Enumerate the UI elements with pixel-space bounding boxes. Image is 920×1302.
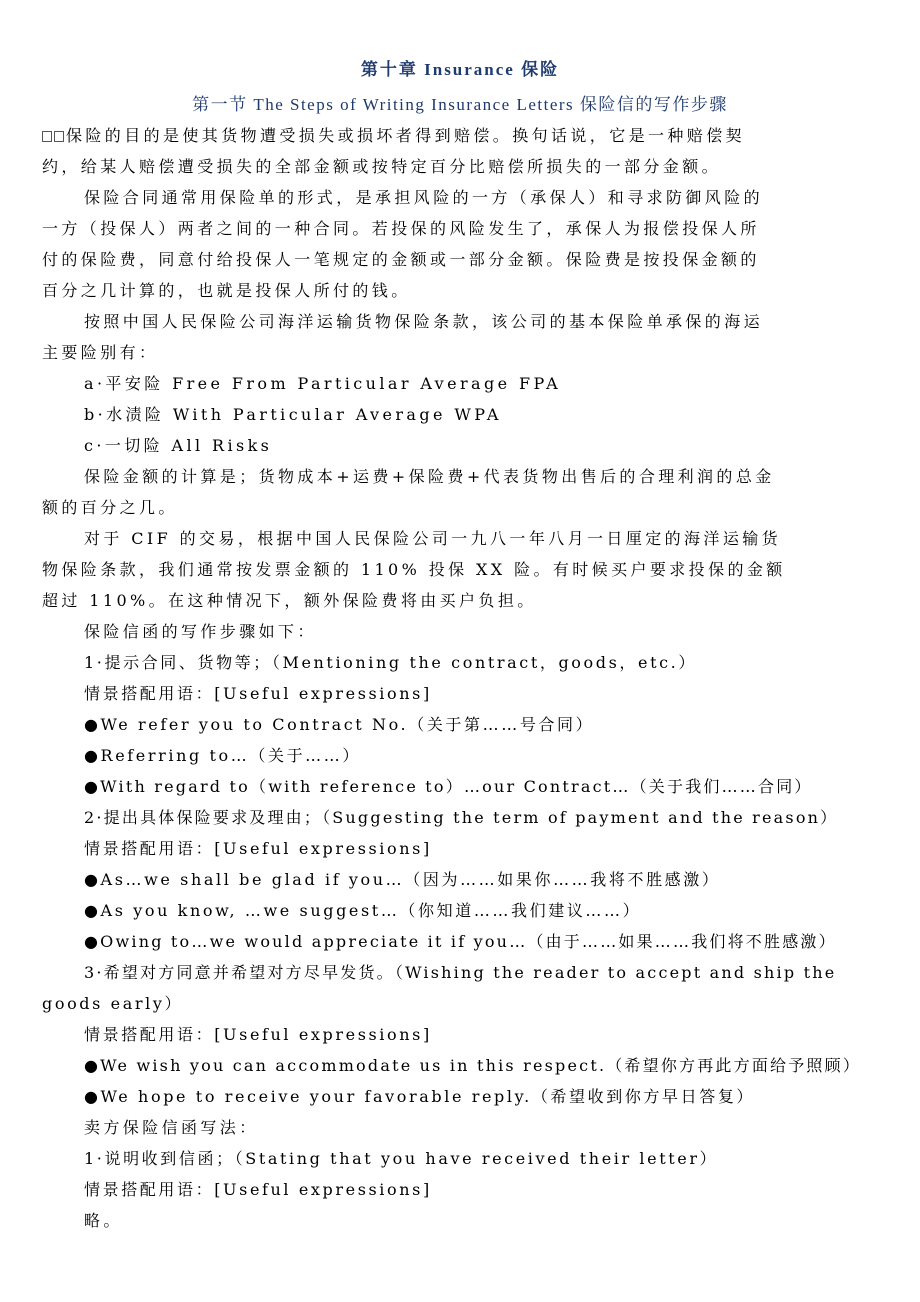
- paragraph-line: 百分之几计算的，也就是投保人所付的钱。: [42, 281, 411, 300]
- list-item: a·平安险 Free From Particular Average FPA: [84, 374, 562, 393]
- paragraph-line: 付的保险费，同意付给投保人一笔规定的金额或一部分金额。保险费是按投保金额的: [42, 250, 760, 269]
- section-title: 第一节 The Steps of Writing Insurance Letters 保险信的写作步骤: [192, 95, 728, 114]
- list-item: b·水渍险 With Particular Average WPA: [84, 405, 502, 424]
- list-item: ●With regard to（with reference to）…our Contract…（关于我们……合同）: [84, 777, 813, 796]
- list-item: 情景搭配用语：[Useful expressions]: [84, 1180, 432, 1199]
- list-item: 情景搭配用语：[Useful expressions]: [84, 1025, 432, 1044]
- list-item: 情景搭配用语：[Useful expressions]: [84, 839, 432, 858]
- list-item: 情景搭配用语：[Useful expressions]: [84, 684, 432, 703]
- paragraph-line: 约，给某人赔偿遭受损失的全部金额或按特定百分比赔偿所损失的一部分金额。: [42, 157, 722, 176]
- paragraph-line: 超过 110%。在这种情况下，额外保险费将由买户负担。: [42, 591, 537, 610]
- list-item: ●We hope to receive your favorable reply.（希望收到你方早日答复）: [84, 1087, 756, 1106]
- list-item: c·一切险 All Risks: [84, 436, 273, 455]
- list-item: 3·希望对方同意并希望对方尽早发货。（Wishing the reader to accept and ship the: [84, 963, 837, 982]
- paragraph-line: 按照中国人民保险公司海洋运输货物保险条款，该公司的基本保险单承保的海运: [84, 312, 764, 331]
- paragraph-line: 保险信函的写作步骤如下：: [84, 622, 317, 641]
- paragraph-line: 保险合同通常用保险单的形式，是承担风险的一方（承保人）和寻求防御风险的: [84, 188, 764, 207]
- list-item: ●We refer you to Contract No.（关于第……号合同）: [84, 715, 595, 734]
- list-item: goods early）: [42, 994, 184, 1013]
- list-item: ●As you know, …we suggest…（你知道……我们建议……）: [84, 901, 642, 920]
- paragraph-line: 保险金额的计算是；货物成本+运费+保险费+代表货物出售后的合理利润的总金: [84, 467, 775, 486]
- list-item: ●We wish you can accommodate us in this respect.（希望你方再此方面给予照顾）: [84, 1056, 862, 1075]
- paragraph-line: 主要险别有：: [42, 343, 159, 362]
- list-item: 1·说明收到信函；（Stating that you have received their letter）: [84, 1149, 719, 1168]
- chapter-title: 第十章 Insurance 保险: [360, 60, 560, 79]
- paragraph-line: 对于 CIF 的交易，根据中国人民保险公司一九八一年八月一日厘定的海洋运输货: [84, 529, 782, 548]
- paragraph-line: 略。: [84, 1211, 123, 1230]
- missing-glyph-icon: [42, 125, 66, 147]
- paragraph-line: 额的百分之几。: [42, 498, 178, 517]
- paragraph-line: 卖方保险信函写法：: [84, 1118, 259, 1137]
- list-item: 1·提示合同、货物等；（Mentioning the contract，goods，etc.）: [84, 653, 697, 672]
- list-item: 2·提出具体保险要求及理由；（Suggesting the term of payment and the reason）: [84, 808, 839, 827]
- paragraph-line: 物保险条款，我们通常按发票金额的 110% 投保 XX 险。有时候买户要求投保的金额: [42, 560, 786, 579]
- paragraph-line: 一方（投保人）两者之间的一种合同。若投保的风险发生了，承保人为报偿投保人所: [42, 219, 760, 238]
- list-item: ●Referring to…（关于……）: [84, 746, 361, 765]
- paragraph-line: 保险的目的是使其货物遭受损失或损坏者得到赔偿。换句话说，它是一种赔偿契: [42, 125, 745, 147]
- list-item: ●As…we shall be glad if you…（因为……如果你……我将不胜感激）: [84, 870, 721, 889]
- list-item: ●Owing to…we would appreciate it if you…（由于……如果……我们将不胜感激）: [84, 932, 837, 951]
